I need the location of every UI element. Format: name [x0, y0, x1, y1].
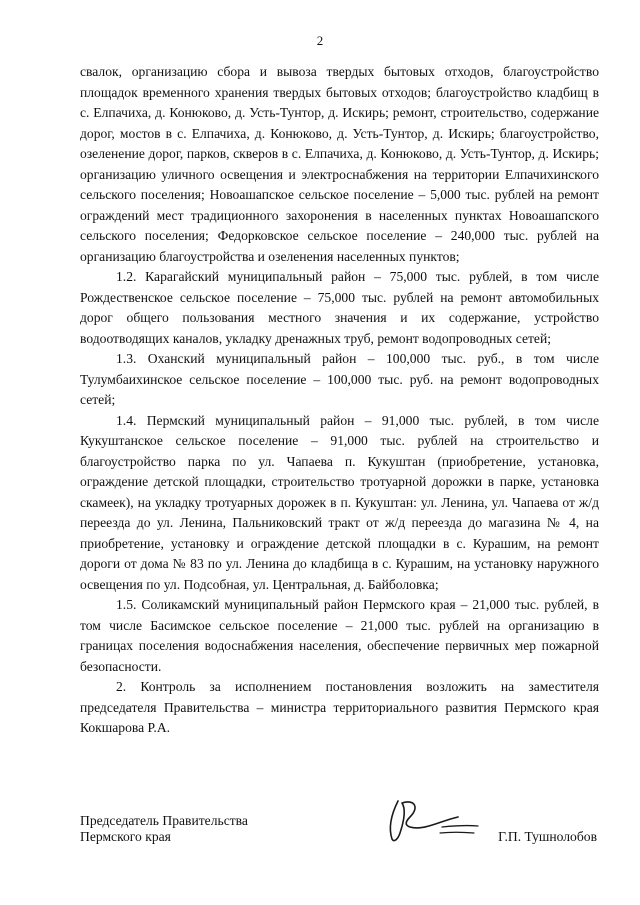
paragraph-item-1-3: 1.3. Оханский муниципальный район – 100,000 тыс. руб., в том числе Тулумбаихинское сельское поселение – 100,000 тыс. руб. на ремонт водопроводных сетей; — [80, 351, 599, 407]
paragraph-item-1-4: 1.4. Пермский муниципальный район – 91,000 тыс. рублей, в том числе Кукуштанское сельское поселение – 91,000 тыс. рублей на строительство и благоустройство парка по ул. Чапаева п. Кукуштан (приобретение, установка, ограждение детской площадки, строительство тротуарной дорожки в парке, установка скамеек), на укладку тротуарных дорожек в п. Кукуштан: ул. Ленина, ул. Чапаева от ж/д переезда до ул. Ленина, Пальниковский тракт от ж/д переезда до магазина № 4, на приобретение, установку и ограждение детской площадки в с. Курашим, на ремонт дороги от дома № 83 по ул. Ленина до кладбища в с. Курашим, на установку наружного освещения по ул. Подсобная, ул. Центральная, д. Байболовка; — [80, 412, 599, 592]
signer-title — [80, 813, 340, 845]
page-number: 2 — [316, 33, 324, 48]
paragraph-item-1-2: 1.2. Карагайский муниципальный район – 75,000 тыс. рублей, в том числе Рождественское сельское поселение – 75,000 тыс. рублей на ремонт автомобильных дорог общего пользования местного значения и их содержание, устройство водоотводящих каналов, укладку дренажных труб, ремонт водопроводных сетей; — [80, 269, 599, 346]
paragraph-item-1-5: 1.5. Соликамский муниципальный район Пермского края – 21,000 тыс. рублей, в том числе Басимское сельское поселение – 21,000 тыс. рублей на организацию в границах поселения водоснабжения населения, обеспечение первичных мер пожарной безопасности. — [80, 597, 599, 674]
signer-title-line-2: Пермского края — [80, 829, 171, 844]
signer-name: Г.П. Тушнолобов — [498, 829, 597, 844]
paragraph-continuation: свалок, организацию сбора и вывоза твердых бытовых отходов, благоустройство площадок временного хранения твердых бытовых отходов; благоустройство кладбищ в с. Елпачиха, д. Конюково, д. Усть-Тунтор, д. Искирь; ремонт, строительство, содержание дорог, мостов в с. Елпачиха, д. Конюково, д. Усть-Тунтор, д. Искирь; благоустройство, озеленение дорог, парков, скверов в с. Елпачиха, д. Конюково, д. Усть-Тунтор, д. Искирь; организацию уличного освещения и электроснабжения на территории Елпачихинского сельского поселения; Новоашапское сельское поселение – 5,000 тыс. рублей на ремонт ограждений мест традиционного захоронения в населенных пунктах Новоашапского сельского поселения; Федорковское сельское поселение – 240,000 тыс. рублей на организацию благоустройства и озеленения населенных пунктов; — [80, 64, 599, 264]
handwritten-signature — [380, 793, 500, 853]
signer-title-line-1: Председатель Правительства — [80, 813, 248, 828]
paragraph-item-2: 2. Контроль за исполнением постановления возложить на заместителя председателя Правительства – министра территориального развития Пермского края Кокшарова Р.А. — [80, 679, 599, 735]
document-body — [80, 62, 599, 739]
